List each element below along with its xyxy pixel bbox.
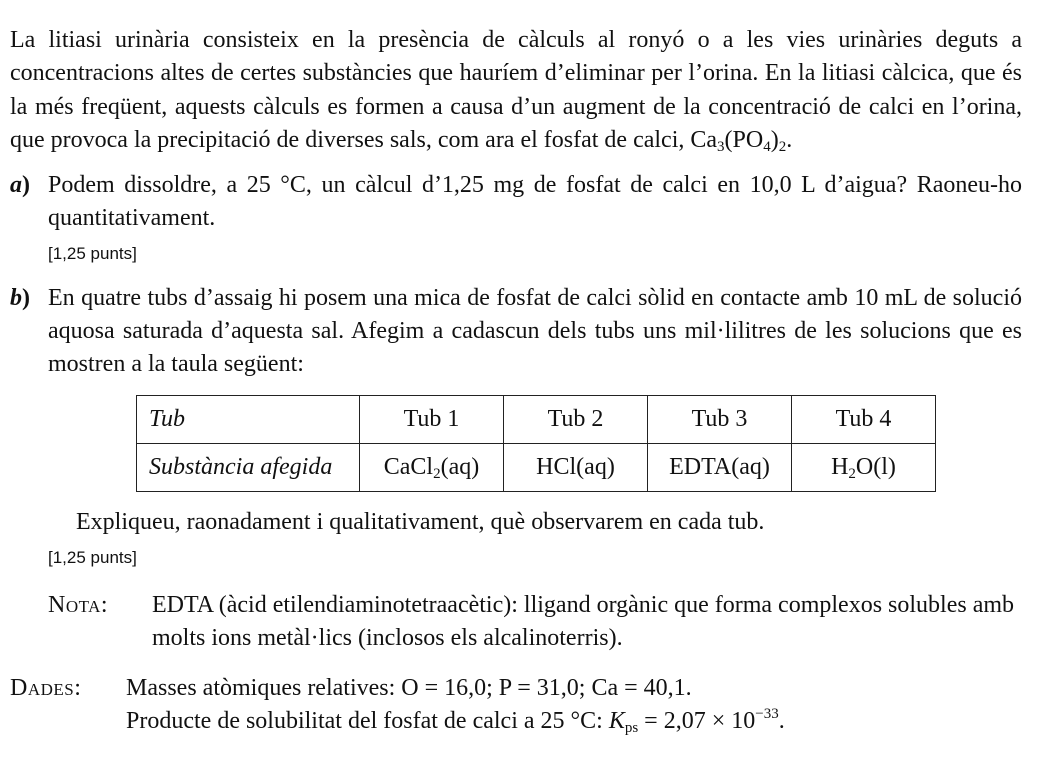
table-cell-tub-1: Tub 1 [360,395,504,443]
table-cell-hcl: HCl(aq) [504,443,648,491]
table-cell-tub-2: Tub 2 [504,395,648,443]
calcium-phosphate-formula: $Ca_3(PO_4)_2$. [690,127,793,156]
question-b [10,282,1022,381]
table-row [137,443,936,491]
data-label: Dades: [10,674,82,701]
note-label: Nota: [48,591,109,618]
question-b-points: [1,25 punts] [48,547,137,567]
question-a-points: [1,25 punts] [48,243,137,263]
question-a-marker: a) [10,171,30,198]
table-cell-cacl2: CaCl$_2$(aq) [360,443,504,491]
tubes-table [136,395,936,492]
intro-paragraph [10,24,1022,158]
table-header-substance: Substància afegida [137,443,360,491]
table-row [137,395,936,443]
question-b-instruction: Expliqueu, raonadament i qualitativament, què observarem en cada tub. [76,508,765,535]
question-b-marker: b) [10,284,30,311]
question-a [10,169,1022,235]
note-block [48,589,1022,655]
question-b-text: En quatre tubs d’assaig hi posem una mica de fosfat de calci sòlid en contacte amb 10 mL de solució aquosa saturada d’aquesta sal. Afegim a cadascun dels tubs uns mil·lilitres de les solucions que es mostren a la taula següent: [48,284,1022,377]
table-cell-tub-4: Tub 4 [792,395,936,443]
table-cell-edta: EDTA(aq) [648,443,792,491]
table-cell-h2o: $H_2O(l)$ [792,443,936,491]
question-a-text: Podem dissoldre, a 25 °C, un càlcul d’1,25 mg de fosfat de calci en 10,0 L d’aigua? Raoneu-ho quantitativament. [48,171,1022,231]
table-header-tub: Tub [137,395,360,443]
data-block [10,672,1022,738]
data-atomic-masses: Masses atòmiques relatives: O = 16,0; P = 31,0; Ca = 40,1. [126,674,692,701]
intro-text: La litiasi urinària consisteix en la presència de càlculs al ronyó o a les vies urinàries deguts a concentracions altes de certes substàncies que hauríem d’eliminar per l’orina. En la litiasi càlcica, que és la més freqüent, aquests càlculs es formen a causa d’un augment de la concentració de calci en l’orina, que provoca la precipitació de diverses sals, com ara el fosfat de calci, [10,27,1022,154]
data-solubility-product: Producte de solubilitat del fosfat de calci a 25 °C: $K_{ps} = 2,07 \times 10^{-33}$. [126,705,785,736]
table-cell-tub-3: Tub 3 [648,395,792,443]
note-text: EDTA (àcid etilendiaminotetraacètic): lligand orgànic que forma complexos solubles amb molts ions metàl·lics (inclosos els alcalinoterris). [152,591,1015,651]
exam-page [10,24,1022,738]
